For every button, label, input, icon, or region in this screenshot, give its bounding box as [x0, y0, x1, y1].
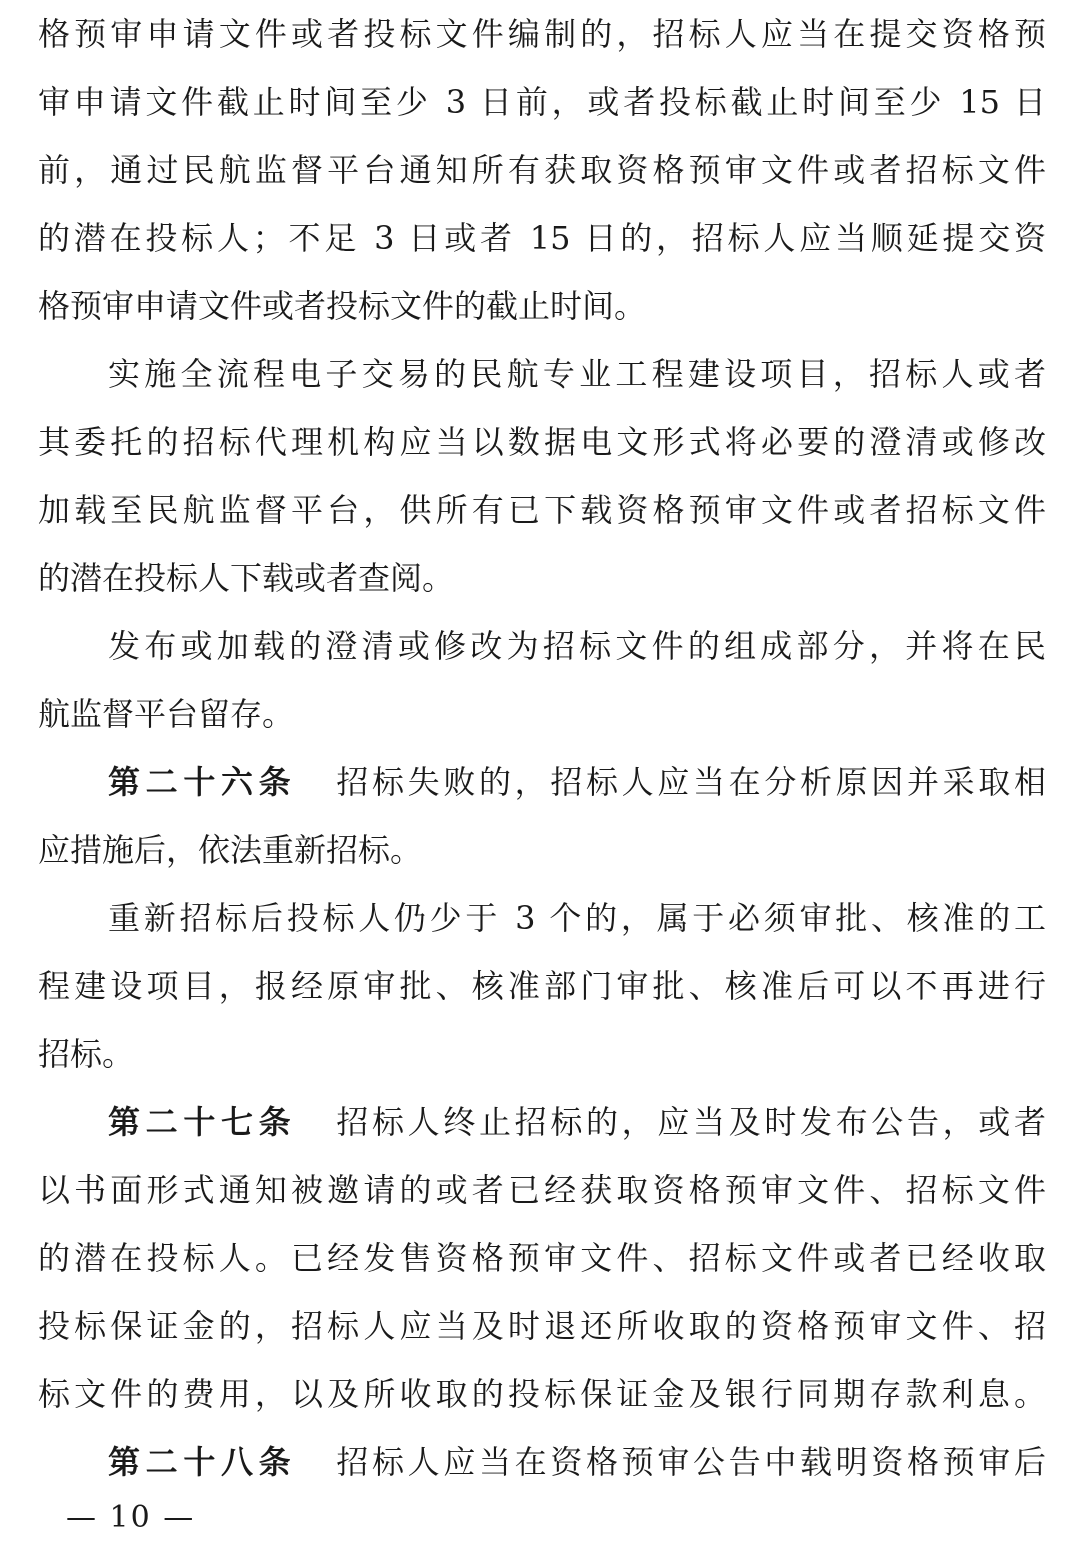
article-26 — [38, 748, 1046, 884]
text-line: 的潜在投标人；不足 3 日或者 15 日的，招标人应当顺延提交资 — [38, 219, 1046, 257]
text-line: 加载至民航监督平台，供所有已下载资格预审文件或者招标文件 — [38, 491, 1046, 529]
article-text: 招标失败的，招标人应当在分析原因并采取相 — [336, 763, 1046, 801]
text-line: 标文件的费用，以及所收取的投标保证金及银行同期存款利息。 — [38, 1375, 1046, 1413]
text-line: 格预审申请文件或者投标文件编制的，招标人应当在提交资格预 — [38, 15, 1046, 53]
article-28 — [38, 1428, 1046, 1496]
text-line: 程建设项目，报经原审批、核准部门审批、核准后可以不再进行 — [38, 967, 1046, 1005]
text-line — [38, 1428, 1046, 1496]
text-line: 重新招标后投标人仍少于 3 个的，属于必须审批、核准的工 — [108, 899, 1046, 937]
text-line: 审申请文件截止时间至少 3 日前，或者投标截止时间至少 15 日 — [38, 83, 1046, 121]
document-body — [38, 0, 1046, 1496]
paragraph — [38, 0, 1046, 340]
text-line: 实施全流程电子交易的民航专业工程建设项目，招标人或者 — [108, 355, 1046, 393]
article-number: 第二十六条 — [108, 763, 297, 801]
text-line: 投标保证金的，招标人应当及时退还所收取的资格预审文件、招 — [38, 1307, 1046, 1345]
text-line — [38, 748, 1046, 816]
article-text: 招标人应当在资格预审公告中载明资格预审后 — [336, 1443, 1046, 1481]
text-line: 格预审申请文件或者投标文件的截止时间。 — [38, 287, 647, 325]
paragraph — [38, 340, 1046, 612]
article-number: 第二十八条 — [108, 1443, 297, 1481]
text-line: 应措施后，依法重新招标。 — [38, 831, 423, 869]
paragraph — [38, 612, 1046, 748]
text-line: 以书面形式通知被邀请的或者已经获取资格预审文件、招标文件 — [38, 1171, 1046, 1209]
article-27 — [38, 1088, 1046, 1428]
article-text: 招标人终止招标的，应当及时发布公告，或者 — [336, 1103, 1046, 1141]
text-line: 招标。 — [38, 1035, 135, 1073]
paragraph — [38, 884, 1046, 1088]
text-line: 航监督平台留存。 — [38, 695, 295, 733]
text-line: 的潜在投标人下载或者查阅。 — [38, 559, 455, 597]
text-line: 前，通过民航监督平台通知所有获取资格预审文件或者招标文件 — [38, 151, 1046, 189]
text-line: 发布或加载的澄清或修改为招标文件的组成部分，并将在民 — [108, 627, 1046, 665]
text-line: 的潜在投标人。已经发售资格预审文件、招标文件或者已经收取 — [38, 1239, 1046, 1277]
article-number: 第二十七条 — [108, 1103, 297, 1141]
page-number: — 10 — — [66, 1500, 196, 1535]
text-line — [38, 1088, 1046, 1156]
text-line: 其委托的招标代理机构应当以数据电文形式将必要的澄清或修改 — [38, 423, 1046, 461]
